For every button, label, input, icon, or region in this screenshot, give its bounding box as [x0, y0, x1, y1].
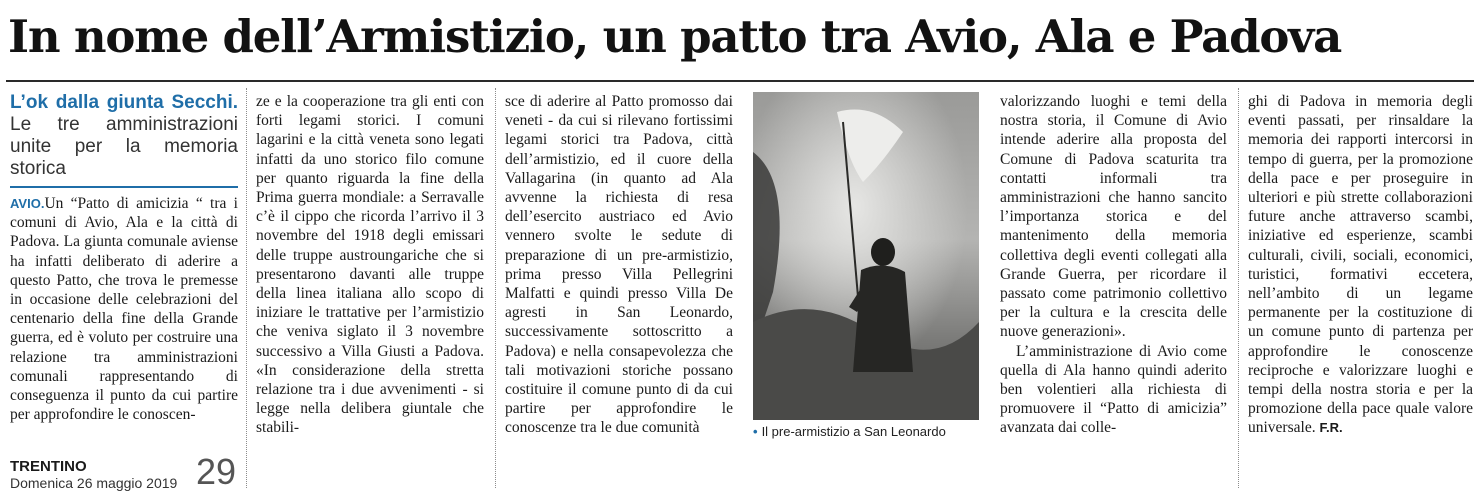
issue-date: Domenica 26 maggio 2019	[10, 475, 178, 491]
signature: F.R.	[1319, 420, 1343, 436]
column-1	[10, 92, 238, 442]
headline: In nome dell’Armistizio, un patto tra Avio, Ala e Padova	[8, 10, 1342, 63]
byline: AVIO.	[10, 196, 45, 211]
kicker-rule	[10, 186, 238, 188]
photo-soldier-flag	[753, 92, 979, 420]
column-4-body-b: L’amministrazione di Avio come quella di Ala hanno quindi aderito ben volentieri alla richiesta di promuovere il “Patto di amicizia” avanzata dai colle-	[1000, 342, 1227, 437]
column-1-body: Un “Patto di amicizia “ tra i comuni di Avio, Ala e la città di Padova. La giunta comunale aviense ha infatti deliberato di aderire a questo Patto, che trova le premesse in occasione delle celebrazioni del centenario della fine della Grande guerra, ed è voluto per costruire una relazione tra amministrazioni comunali rappresentando di conseguenza il punto da cui partire per approfondire le conoscen-	[10, 195, 238, 424]
column-5	[1248, 92, 1473, 447]
headline-rule	[6, 80, 1474, 82]
column-divider	[246, 88, 247, 488]
column-3	[505, 92, 733, 447]
column-divider	[1238, 88, 1239, 488]
kicker-rest: Le tre amministrazioni unite per la memoria storica	[10, 114, 238, 179]
newspaper-name: TRENTINO	[10, 458, 87, 475]
kicker	[10, 92, 238, 180]
column-5-body: ghi di Padova in memoria degli eventi passati, per rinsaldare la memoria dei rapporti intercorsi in tempo di guerra, per la promozione della pace e per proseguire in ulteriori e più strette collaborazioni future anche attraverso scambi, iniziative ed esperienze, scambi culturali, civili, sociali, economici, turistici, formativi eccetera, nell’ambito di un legame permanente per la costituzione di un comune punto di partenza per approfondire le conoscenze reciproche e valorizzare luoghi e tempi della nostra storia e per la promozione della pace quale valore universale.	[1248, 93, 1473, 437]
bullet-icon: •	[753, 424, 758, 439]
column-4	[1000, 92, 1227, 447]
column-2	[256, 92, 484, 447]
column-1-text	[10, 194, 238, 424]
column-4-body-a: valorizzando luoghi e temi della nostra storia, il Comune di Avio intende aderire alla proposta del Comune di Padova scaturita tra contatti informali tra amministrazioni che hanno sancito l’importanza storica e del mantenimento della memoria collettiva degli eventi collegati alla Grande Guerra, per ricordare il passato come patrimonio collettivo per la cultura e la crescita delle nuove generazioni».	[1000, 93, 1227, 341]
column-5-text	[1248, 92, 1473, 438]
kicker-highlight: L’ok dalla giunta Secchi.	[10, 92, 238, 113]
caption-text: Il pre-armistizio a San Leonardo	[761, 424, 946, 439]
column-3-body: sce di aderire al Patto promosso dai veneti - da cui si rilevano fortissimi legami storici tra Padova, città dell’armistizio, ed il cuore della Vallagarina (in quanto ad Ala avvenne la richiesta di resa dell’esercito austriaco ed Avio vennero svolte le sedute di preparazione di un pre-armistizio, prima presso Villa Pellegrini Malfatti e quindi presso Villa De agresti in San Leonardo, successivamente sottoscritto a Padova) e nella consapevolezza che tali motivazioni storiche possano costituire il comune punto di da cui partire per approfondire le conoscenze tra le due comunità	[505, 93, 733, 437]
column-divider	[495, 88, 496, 488]
column-2-body: ze e la cooperazione tra gli enti con forti legami storici. I comuni lagarini e la città veneta sono legati infatti da uno storico filo comune per quanto riguarda la fine della Prima guerra mondiale: a Serravalle c’è il cippo che ricorda l’arrivo il 3 novembre del 1918 degli emissari delle truppe austroungariche che si presentarono davanti alle truppe della linea italiana allo scopo di iniziare le trattative per l’armistizio che veniva siglato il 3 novembre successivo a Villa Giusti a Padova. «In considerazione della stretta relazione tra i due avvenimenti - si legge nella delibera giuntale che stabili-	[256, 93, 484, 437]
page-number: 29	[196, 451, 237, 492]
photo-caption	[753, 424, 983, 439]
